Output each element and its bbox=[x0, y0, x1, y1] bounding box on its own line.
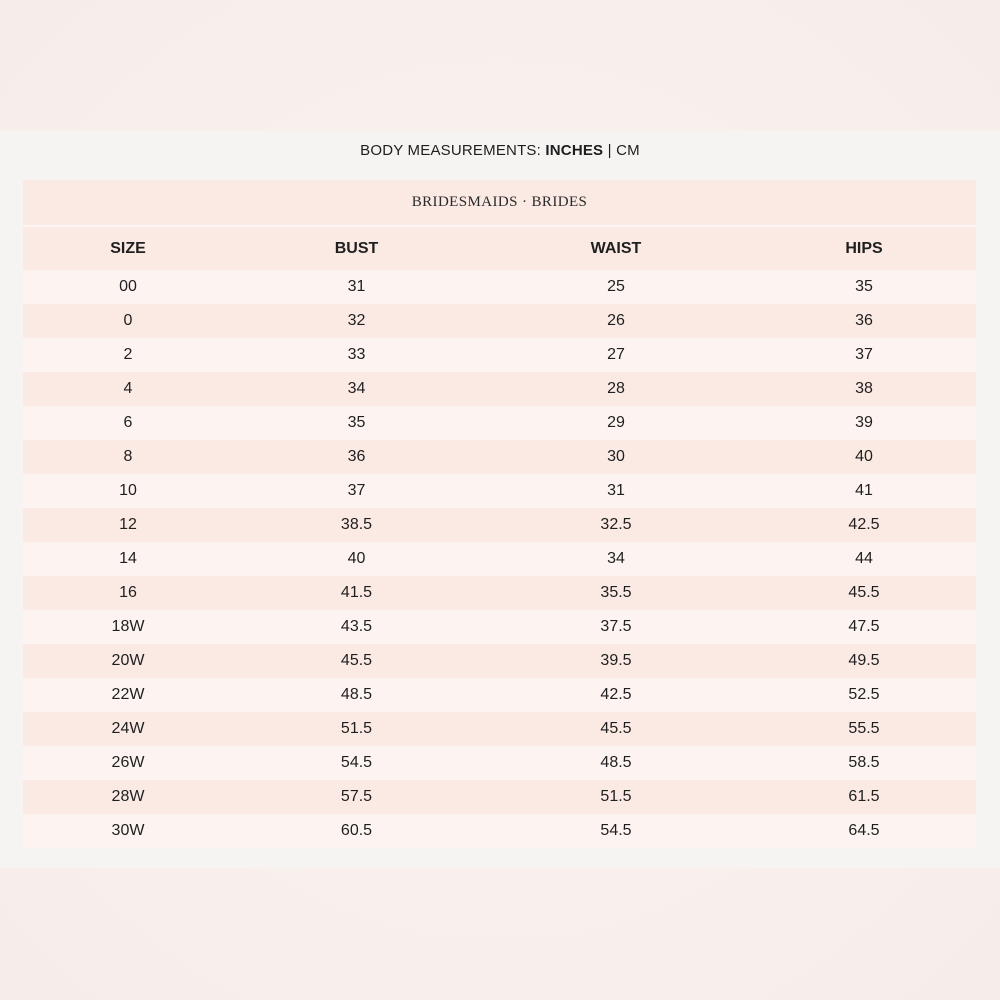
size-cell: 22W bbox=[111, 686, 145, 703]
table-row bbox=[23, 712, 976, 746]
table-row bbox=[23, 474, 976, 508]
bust-cell: 48.5 bbox=[340, 686, 373, 703]
measurement-heading bbox=[0, 131, 1000, 171]
table-row bbox=[23, 440, 976, 474]
size-cell: 12 bbox=[119, 516, 137, 533]
table-row bbox=[23, 304, 976, 338]
waist-cell: 54.5 bbox=[600, 822, 632, 839]
bust-cell: 32 bbox=[347, 312, 366, 329]
size-cell: 20W bbox=[111, 652, 145, 669]
bust-cell: 43.5 bbox=[340, 618, 373, 635]
bust-cell: 45.5 bbox=[340, 652, 373, 669]
hips-cell: 39 bbox=[855, 414, 873, 431]
size-chart-panel bbox=[0, 131, 1000, 868]
size-cell: 30W bbox=[111, 822, 145, 839]
waist-cell: 48.5 bbox=[600, 754, 632, 771]
table-body bbox=[23, 270, 976, 848]
table-row bbox=[23, 270, 976, 304]
waist-cell: 39.5 bbox=[600, 652, 632, 669]
bust-cell: 60.5 bbox=[340, 822, 373, 839]
bust-cell: 33 bbox=[347, 346, 366, 363]
bust-cell: 34 bbox=[347, 380, 366, 397]
bust-cell: 54.5 bbox=[340, 754, 373, 771]
size-table bbox=[23, 180, 976, 848]
hips-cell: 42.5 bbox=[848, 516, 880, 533]
hips-cell: 38 bbox=[855, 380, 873, 397]
table-row bbox=[23, 814, 976, 848]
hips-cell: 64.5 bbox=[848, 822, 880, 839]
hips-cell: 49.5 bbox=[848, 652, 880, 669]
waist-cell: 27 bbox=[607, 346, 625, 363]
waist-cell: 45.5 bbox=[600, 720, 632, 737]
hips-cell: 55.5 bbox=[848, 720, 880, 737]
size-cell: 6 bbox=[123, 414, 133, 431]
table-row bbox=[23, 542, 976, 576]
column-header-bust: BUST bbox=[334, 240, 379, 257]
waist-cell: 35.5 bbox=[600, 584, 632, 601]
column-header-size: SIZE bbox=[110, 240, 146, 257]
hips-cell: 52.5 bbox=[848, 686, 880, 703]
bust-cell: 37 bbox=[347, 482, 366, 499]
waist-cell: 30 bbox=[607, 448, 625, 465]
table-row bbox=[23, 644, 976, 678]
waist-cell: 28 bbox=[607, 380, 625, 397]
table-row bbox=[23, 780, 976, 814]
waist-cell: 25 bbox=[607, 278, 625, 295]
unit-toggle-inches[interactable]: INCHES bbox=[545, 142, 604, 159]
waist-cell: 37.5 bbox=[600, 618, 632, 635]
bust-cell: 40 bbox=[347, 550, 366, 567]
table-caption: BRIDESMAIDS · BRIDES bbox=[23, 180, 976, 227]
bust-cell: 38.5 bbox=[340, 516, 373, 533]
waist-cell: 29 bbox=[607, 414, 625, 431]
bust-cell: 36 bbox=[347, 448, 366, 465]
size-cell: 18W bbox=[111, 618, 145, 635]
hips-cell: 37 bbox=[855, 346, 873, 363]
size-cell: 0 bbox=[123, 312, 133, 329]
table-row bbox=[23, 746, 976, 780]
waist-cell: 51.5 bbox=[600, 788, 632, 805]
table-row bbox=[23, 576, 976, 610]
size-cell: 8 bbox=[123, 448, 133, 465]
size-cell: 4 bbox=[123, 380, 133, 397]
table-row bbox=[23, 338, 976, 372]
bust-cell: 41.5 bbox=[340, 584, 373, 601]
waist-cell: 34 bbox=[607, 550, 625, 567]
column-header-waist: WAIST bbox=[590, 240, 642, 257]
table-row bbox=[23, 678, 976, 712]
waist-cell: 32.5 bbox=[600, 516, 632, 533]
hips-cell: 45.5 bbox=[848, 584, 880, 601]
size-cell: 26W bbox=[111, 754, 145, 771]
heading-prefix: BODY MEASUREMENTS: bbox=[360, 142, 546, 159]
bust-cell: 51.5 bbox=[340, 720, 373, 737]
table-header-row bbox=[23, 227, 976, 270]
hips-cell: 58.5 bbox=[848, 754, 880, 771]
hips-cell: 35 bbox=[855, 278, 873, 295]
hips-cell: 40 bbox=[855, 448, 873, 465]
bust-cell: 35 bbox=[347, 414, 366, 431]
bust-cell: 57.5 bbox=[340, 788, 373, 805]
size-cell: 00 bbox=[119, 278, 137, 295]
table-row bbox=[23, 372, 976, 406]
unit-toggle-cm[interactable]: CM bbox=[616, 142, 640, 159]
unit-separator: | bbox=[603, 142, 617, 159]
size-cell: 16 bbox=[119, 584, 137, 601]
bust-cell: 31 bbox=[347, 278, 366, 295]
size-cell: 14 bbox=[119, 550, 137, 567]
waist-cell: 42.5 bbox=[600, 686, 632, 703]
waist-cell: 26 bbox=[607, 312, 625, 329]
size-cell: 28W bbox=[111, 788, 145, 805]
table-row bbox=[23, 610, 976, 644]
waist-cell: 31 bbox=[607, 482, 625, 499]
hips-cell: 47.5 bbox=[848, 618, 880, 635]
hips-cell: 36 bbox=[855, 312, 873, 329]
size-cell: 2 bbox=[123, 346, 133, 363]
size-cell: 24W bbox=[111, 720, 145, 737]
column-header-hips: HIPS bbox=[845, 240, 883, 257]
hips-cell: 61.5 bbox=[848, 788, 880, 805]
hips-cell: 44 bbox=[855, 550, 873, 567]
table-row bbox=[23, 508, 976, 542]
table-row bbox=[23, 406, 976, 440]
hips-cell: 41 bbox=[855, 482, 873, 499]
size-cell: 10 bbox=[119, 482, 137, 499]
